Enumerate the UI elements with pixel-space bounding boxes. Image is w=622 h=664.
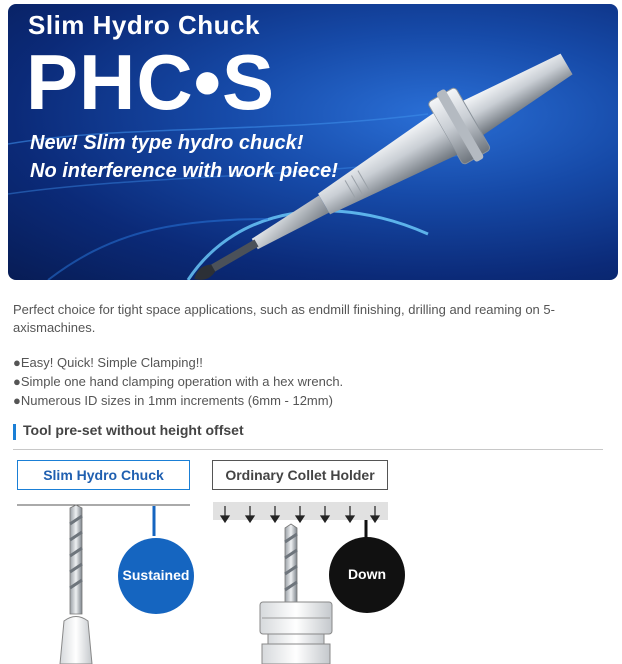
banner-subtitle: Slim Hydro Chuck <box>28 10 260 40</box>
feature-item: ●Simple one hand clamping operation with a hex wrench. <box>13 374 344 389</box>
collet-holder-icon <box>260 602 332 664</box>
hero-banner <box>8 4 618 280</box>
slim-hydro-chuck-label: Slim Hydro Chuck <box>17 460 190 490</box>
ordinary-drill-icon <box>285 524 297 604</box>
comparison-diagram <box>0 496 622 664</box>
down-label: Down <box>347 566 387 582</box>
ordinary-collet-holder-label: Ordinary Collet Holder <box>212 460 388 490</box>
slim-drill-icon <box>70 505 82 614</box>
banner-title: PHC•S <box>26 38 276 126</box>
product-description: Perfect choice for tight space applications, such as endmill finishing, drilling and reaming on 5-axismachines. <box>13 302 555 335</box>
banner-tagline-1: New! Slim type hydro chuck! <box>30 132 304 154</box>
slim-holder-icon <box>60 617 92 664</box>
feature-item: ●Easy! Quick! Simple Clamping!! <box>13 355 203 370</box>
feature-list <box>13 353 343 410</box>
sustained-label: Sustained <box>122 567 190 583</box>
feature-item: ●Numerous ID sizes in 1mm increments (6mm - 12mm) <box>13 393 333 408</box>
section-header <box>13 421 603 450</box>
section-accent-bar <box>13 424 16 440</box>
section-title: Tool pre-set without height offset <box>23 422 244 438</box>
banner-tagline-2: No interference with work piece! <box>30 160 338 182</box>
